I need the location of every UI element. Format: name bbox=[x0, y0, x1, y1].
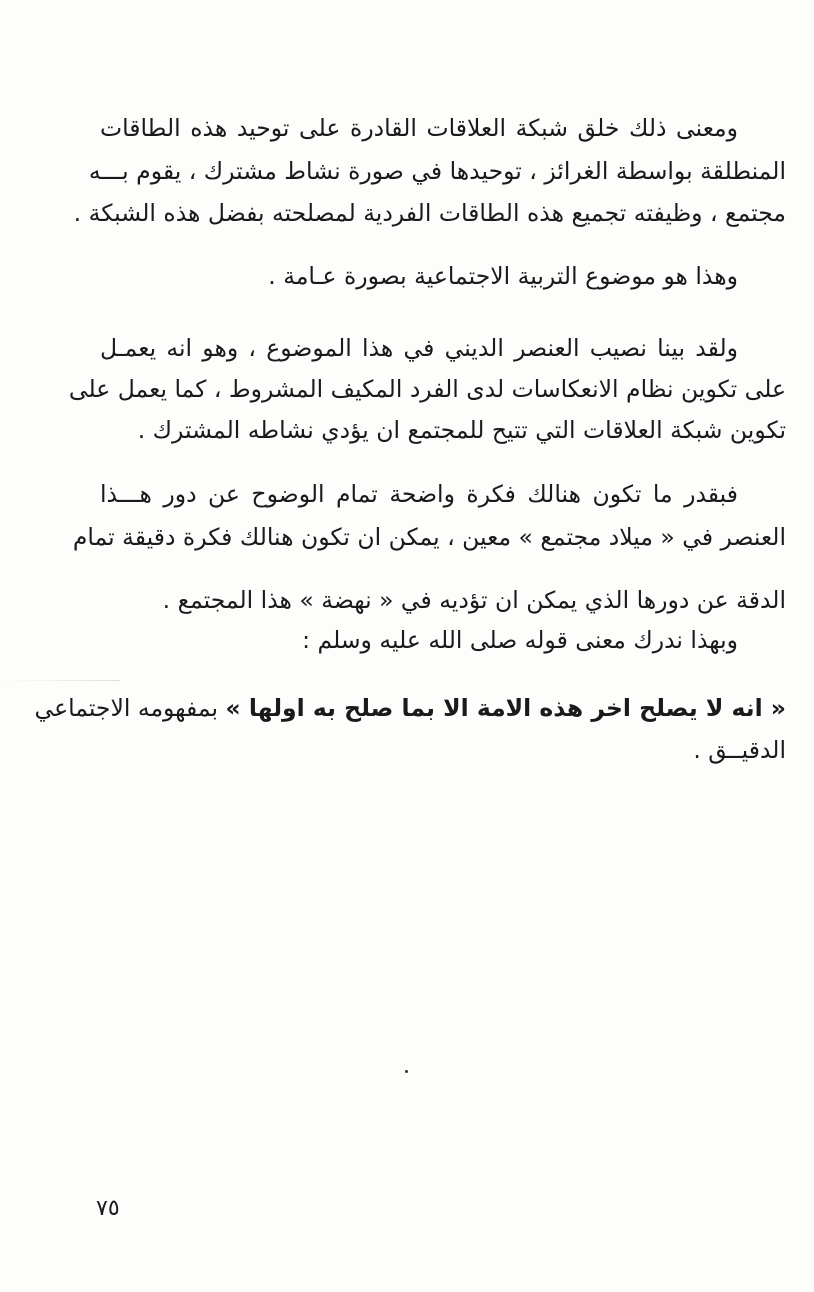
hadith-quote: « انه لا يصلح اخر هذه الامة الا بما صلح به اولها » bbox=[225, 694, 786, 722]
hadith-last-line: الدقيــق . bbox=[693, 736, 786, 764]
paragraph-5-line-2: وبهذا ندرك معنى قوله صلى الله عليه وسلم : bbox=[302, 626, 738, 654]
paragraph-1-line-2: المنطلقة بواسطة الغرائز ، توحيدها في صورة نشاط مشترك ، يقوم بـــه bbox=[88, 157, 786, 185]
hadith-quote-line bbox=[34, 688, 786, 728]
paragraph-2-line-1: وهذا هو موضوع التربية الاجتماعية بصورة عـامة . bbox=[268, 262, 738, 290]
page-number: ٧٥ bbox=[96, 1196, 120, 1221]
paragraph-3-line-2: على تكوين نظام الانعكاسات لدى الفرد المكيف المشروط ، كما يعمل على bbox=[68, 375, 786, 403]
scan-artifact-line bbox=[0, 680, 120, 681]
hadith-quote-tail: بمفهومه الاجتماعي bbox=[34, 694, 226, 722]
scan-speck bbox=[405, 1070, 408, 1073]
paragraph-5-line-1: الدقة عن دورها الذي يمكن ان تؤديه في « نهضة » هذا المجتمع . bbox=[162, 586, 786, 614]
paragraph-4-line-1: فبقدر ما تكون هنالك فكرة واضحة تمام الوضوح عن دور هـــذا bbox=[100, 480, 738, 508]
paragraph-3-line-3: تكوين شبكة العلاقات التي تتيح للمجتمع ان يؤدي نشاطه المشترك . bbox=[137, 416, 786, 444]
paragraph-3-line-1: ولقد بينا نصيب العنصر الديني في هذا الموضوع ، وهو انه يعمـل bbox=[100, 334, 738, 362]
paragraph-1-line-1: ومعنى ذلك خلق شبكة العلاقات القادرة على توحيد هذه الطاقات bbox=[100, 114, 738, 142]
paragraph-1-line-3: مجتمع ، وظيفته تجميع هذه الطاقات الفردية لمصلحته بفضل هذه الشبكة . bbox=[73, 199, 786, 227]
paragraph-4-line-2: العنصر في « ميلاد مجتمع » معين ، يمكن ان تكون هنالك فكرة دقيقة تمام bbox=[72, 523, 786, 551]
